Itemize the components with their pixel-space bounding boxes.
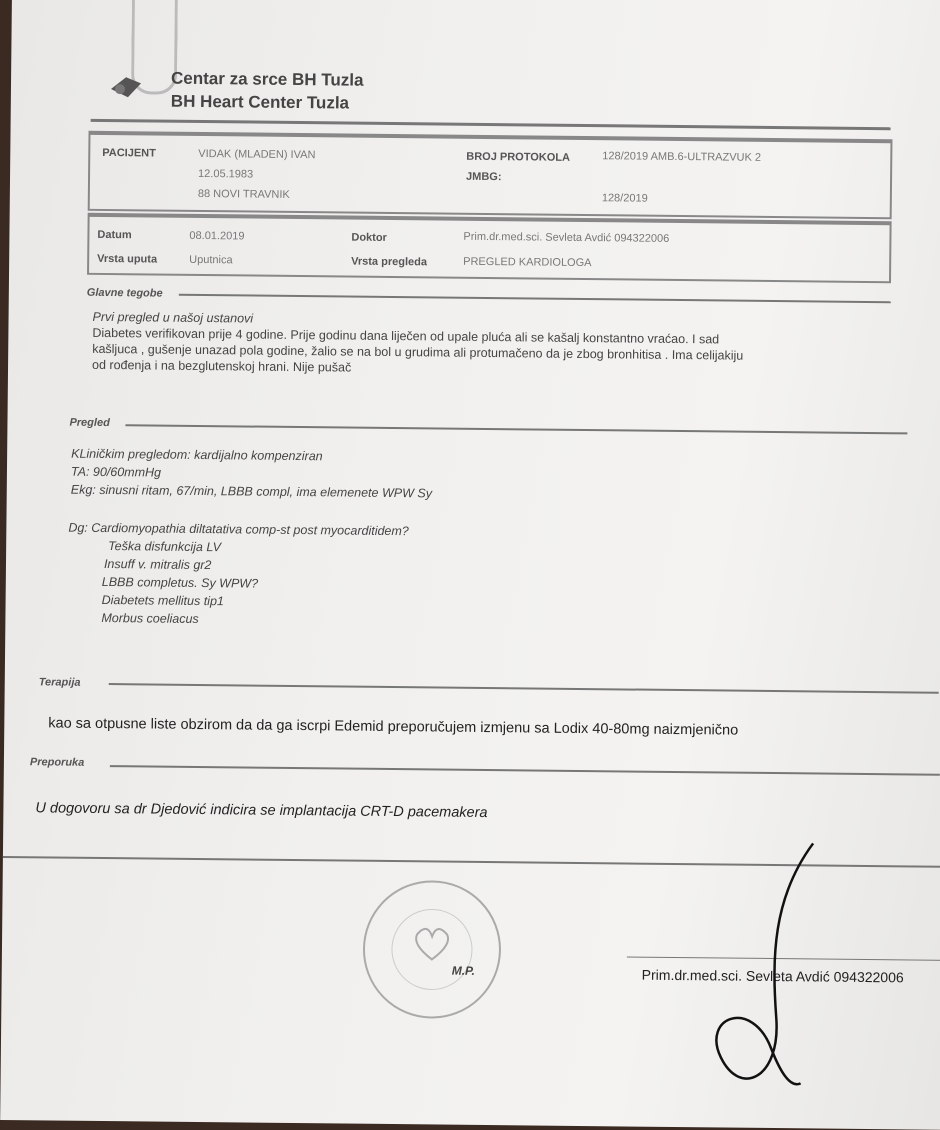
- exam-type-label: Vrsta pregleda: [351, 255, 428, 269]
- patient-name: VIDAK (MLADEN) IVAN: [198, 147, 316, 162]
- title-english: BH Heart Center Tuzla: [170, 91, 350, 113]
- header-rule: [91, 119, 891, 130]
- patient-label: PACIJENT: [102, 146, 156, 160]
- protocol-short: 128/2019: [601, 192, 648, 205]
- protocol-number: 128/2019 AMB.6-ULTRAZVUK 2: [602, 150, 762, 164]
- recommendation-text: U dogovoru sa dr Djedović indicira se implantacija CRT-D pacemakera: [35, 800, 488, 822]
- recommendation-label: Preporuka: [29, 756, 85, 769]
- date-label: Datum: [97, 228, 132, 242]
- diagnosis-text: Dg: Cardiomyopathia diltatativa comp-st post myocarditidem? Teška disfunkcija LV Insuff v. mitralis gr2 LBBB completus. Sy WPW? Diabetets mellitus tip1 Morbus coeliacus: [68, 520, 409, 626]
- visit-date: 08.01.2019: [189, 229, 245, 243]
- therapy-text: kao sa otpusne liste obzirom da da ga iscrpi Edemid preporučujem izmjenu sa Lodix 40-80mg naizmjenično: [48, 715, 739, 739]
- heart-center-logo: [106, 69, 146, 99]
- title-bosnian: Centar za srce BH Tuzla: [170, 68, 364, 90]
- jmbg-label: JMBG:: [466, 170, 502, 184]
- complaints-label: Glavne tegobe: [86, 286, 163, 300]
- exam-type-value: PREGLED KARDIOLOGA: [463, 255, 592, 270]
- complaints-rule: [179, 294, 891, 303]
- official-stamp: [356, 874, 508, 1026]
- doctor-label: Doktor: [351, 231, 387, 244]
- recommendation-rule: [110, 765, 940, 776]
- protocol-label: BROJ PROTOKOLA: [466, 150, 571, 164]
- referral-value: Uputnica: [189, 253, 233, 267]
- signature-name: Prim.dr.med.sci. Sevleta Avdić 094322006: [641, 966, 904, 986]
- referral-label: Vrsta uputa: [97, 252, 158, 266]
- complaints-text: Prvi pregled u našoj ustanovi Diabetes verifikovan prije 4 godine. Prije godinu dana liječen od upale pluća ali se kašalj konstantno vraćao. I sad kašljuca , gušenje unazad pola godine, žalio se na bol u grudima ali protumačeno da je zbog bronhitisa . Ima celijakiju od rođenja i na bezglutenskoj hrani. Nije pušač: [92, 309, 744, 375]
- therapy-label: Terapija: [38, 676, 81, 689]
- patient-address: 88 NOVI TRAVNIK: [197, 187, 290, 201]
- exam-rule: [125, 424, 907, 434]
- exam-text: KLiničkim pregledom: kardijalno kompenziran TA: 90/60mmHg Ekg: sinusni ritam, 67/min, LBBB compl, ima elemenete WPW Sy: [70, 446, 433, 501]
- exam-label: Pregled: [69, 416, 110, 430]
- patient-dob: 12.05.1983: [198, 167, 254, 181]
- doctor-name: Prim.dr.med.sci. Sevleta Avdić 094322006: [463, 230, 670, 245]
- handwritten-signature: [680, 837, 843, 1099]
- visit-box: [87, 213, 892, 283]
- patient-box: [88, 131, 893, 219]
- therapy-rule: [109, 683, 939, 694]
- stamp-mp: M.P.: [451, 963, 475, 978]
